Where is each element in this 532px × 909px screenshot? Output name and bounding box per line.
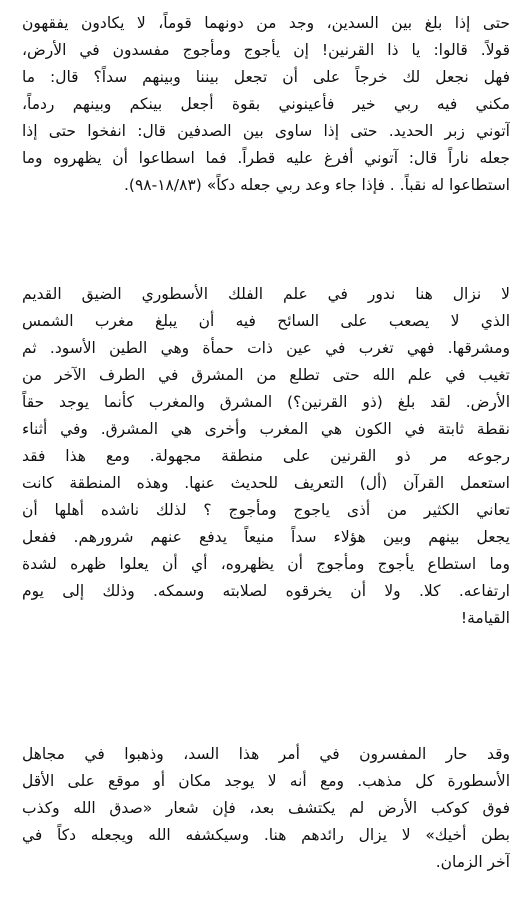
paragraph-line: لا نزال هنا ندور في علم الفلك الأسطوري الضيق القديم: [22, 285, 510, 303]
quote-line: مكني فيه ربي خير فأعينوني بقوة أجعل بينكم وبينهم ردماً،: [22, 95, 510, 113]
paragraph-line: بطن أخيك» لا يزال رائدهم هنا. وسيكشفه الله ويجعله دكاً في: [22, 826, 510, 844]
paragraph-line: الأسطورة كل مذهب. ومع أنه لا يوجد مكان أو موقع على الأقل: [22, 772, 510, 790]
paragraph-line: ارتفاعه. كلا. ولا أن يخرقوه لصلابته وسمكه. وذلك إلى يوم: [22, 582, 510, 600]
paragraph-1: [22, 281, 510, 632]
paragraph-line: ومشرقها. فهي تغرب في عين ذات حمأة وهي الطين الأسود. ثم: [22, 339, 510, 357]
quran-quote: [22, 10, 510, 199]
paragraph-line: وما استطاع يأجوج ومأجوج أن يظهروه، أي أن يعلوا ظهره لشدة: [22, 555, 510, 573]
paragraph-line: تغيب في علم الله حتى تطلع من المشرق في الطرف الآخر من: [22, 366, 510, 384]
quote-line: حتى إذا بلغ بين السدين، وجد من دونهما قوماً، لا يكادون يفقهون: [22, 14, 510, 32]
paragraph-line: الذي لا يصعب على السائح فيه أن يبلغ مغرب الشمس: [22, 312, 510, 330]
paragraph-line: فوق كوكب الأرض لم يكتشف بعد، فإن شعار «صدق الله وكذب: [22, 799, 510, 817]
quote-line: آتوني زبر الحديد. حتى إذا ساوى بين الصدفين قال: انفخوا حتى إذا: [22, 122, 510, 140]
paragraph-line: الأرض. لقد بلغ (ذو القرنين؟) المشرق والمغرب كأنما يوجد حقاً: [22, 393, 510, 411]
paragraph-line: رجوعه مر ذو القرنين على منطقة مجهولة. ومع هذا فقد: [22, 447, 510, 465]
quote-line: جعله ناراً قال: آتوني أفرغ عليه قطراً. فما اسطاعوا أن يظهروه وما: [22, 149, 510, 167]
paragraph-line: آخر الزمان.: [435, 853, 510, 871]
paragraph-line: نقطة ثابتة في الكون هي المغرب وأخرى هي المشرق. وفي أثناء: [22, 420, 510, 438]
paragraph-line: تعاني الكثير من أذى ياجوج ومأجوج ؟ لذلك ناشده أهلها أن: [22, 501, 510, 519]
paragraph-line: وقد حار المفسرون في أمر هذا السد، وذهبوا في مجاهل: [22, 745, 510, 763]
paragraph-2: [22, 741, 510, 876]
quote-line: استطاعوا له نقباً. . فإذا جاء وعد ربي جعله دكاً» (١٨/٨٣-٩٨).: [123, 176, 510, 194]
quote-line: قولاً. قالوا: يا ذا القرنين! إن يأجوج ومأجوج مفسدون في الأرض،: [22, 41, 510, 59]
paragraph-line: يجعل بينهم وبين هؤلاء سداً منيعاً يدفع عنهم شرورهم. ففعل: [22, 528, 510, 546]
quote-line: فهل نجعل لك خرجاً على أن تجعل بيننا وبينهم سداً؟ قال: ما: [22, 68, 510, 86]
paragraph-line: القيامة!: [460, 609, 510, 627]
paragraph-line: استعمل القرآن (أل) التعريف للحديث عنها. وهذه المنطقة كانت: [22, 474, 510, 492]
